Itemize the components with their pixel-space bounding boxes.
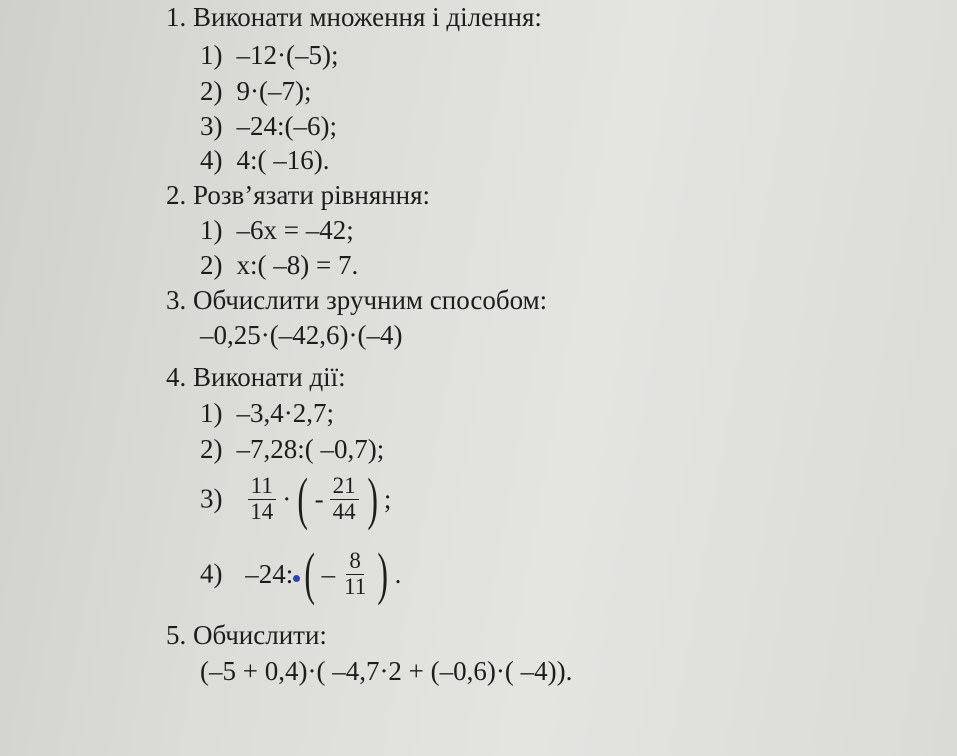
- minus-sign: -: [314, 483, 324, 514]
- task-2-item-2: [200, 252, 358, 279]
- item-label: 1): [200, 215, 223, 245]
- task-1-item-4: [200, 147, 329, 174]
- left-parenthesis: (: [304, 541, 316, 606]
- task-1-heading: 1. Виконати множення і ділення:: [166, 2, 542, 32]
- item-expression: 9·(–7);: [236, 76, 312, 106]
- expression-lead: –24:: [245, 558, 294, 589]
- semicolon: ;: [383, 483, 392, 514]
- task-4-item-3: [200, 466, 393, 531]
- task-3-heading: 3. Обчислити зручним способом:: [166, 285, 548, 315]
- task-3-expression: –0,25·(–42,6)·(–4): [200, 320, 403, 350]
- item-expression: –24:(–6);: [236, 111, 337, 141]
- item-label: 2): [200, 250, 223, 280]
- fraction-numerator: 11: [248, 474, 276, 499]
- item-expression: –12·(–5);: [236, 40, 339, 70]
- item-expression: –3,4·2,7;: [236, 398, 334, 428]
- fraction: [341, 549, 369, 598]
- fraction: [330, 474, 359, 523]
- minus-sign: –: [321, 558, 336, 589]
- item-label: 4): [200, 558, 223, 589]
- task-2-item-1: [200, 217, 354, 244]
- fraction-numerator: 8: [346, 549, 364, 574]
- item-label: 3): [200, 111, 223, 141]
- item-label: 4): [200, 145, 223, 175]
- item-label: 2): [200, 76, 223, 106]
- task-1-item-2: [200, 78, 311, 105]
- item-expression: x:( –8) = 7.: [236, 250, 359, 280]
- ink-dot-mark: [293, 575, 300, 582]
- item-expression: [243, 541, 403, 606]
- item-label: 1): [200, 398, 223, 428]
- task-4-item-2: [200, 436, 384, 463]
- fraction-denominator: 14: [250, 498, 274, 524]
- item-expression: [243, 466, 393, 531]
- task-1-item-3: [200, 113, 337, 140]
- task-4-item-1: [200, 400, 334, 427]
- item-label: 1): [200, 40, 223, 70]
- item-expression: –7,28:( –0,7);: [236, 434, 385, 464]
- fraction-denominator: 11: [344, 573, 367, 599]
- fraction-numerator: 21: [330, 474, 359, 499]
- fraction: [247, 474, 276, 523]
- right-parenthesis: ): [366, 466, 378, 531]
- item-expression: 4:( –16).: [236, 145, 330, 175]
- right-parenthesis: ): [377, 541, 389, 606]
- period: .: [394, 558, 402, 589]
- item-expression: –6x = –42;: [236, 215, 354, 245]
- item-label: 3): [200, 483, 223, 514]
- task-2-heading: 2. Розв’язати рівняння:: [166, 180, 431, 210]
- task-1-item-1: [200, 42, 338, 69]
- item-label: 2): [200, 434, 223, 464]
- multiply-dot: ·: [282, 483, 292, 514]
- task-5-expression: (–5 + 0,4)·( –4,7·2 + (–0,6)·( –4)).: [200, 656, 573, 686]
- task-5-heading: 5. Обчислити:: [166, 620, 327, 650]
- fraction-denominator: 44: [332, 498, 356, 524]
- left-parenthesis: (: [297, 466, 309, 531]
- task-4-heading: 4. Виконати дії:: [166, 362, 346, 392]
- task-4-item-4: [200, 541, 403, 606]
